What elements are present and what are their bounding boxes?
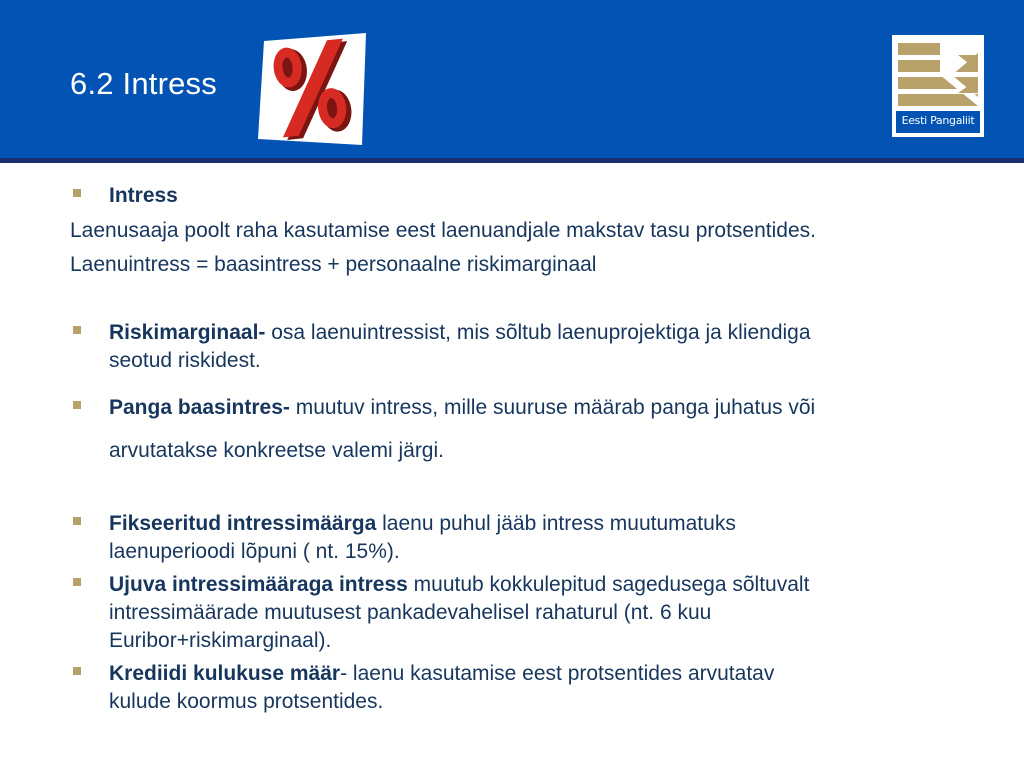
ujuva-line1: Ujuva intressimääraga intress muutub kokkulepitud sagedusega sõltuvalt bbox=[109, 573, 810, 596]
fikseeritud-line2: laenuperioodi lõpuni ( nt. 15%). bbox=[109, 540, 400, 563]
bullet-marker bbox=[73, 578, 81, 586]
krediidi-line2: kulude koormus protsentides. bbox=[109, 690, 384, 713]
krediidi-line1: Krediidi kulukuse määr- laenu kasutamise eest protsentides arvutatav bbox=[109, 662, 775, 685]
bullet-marker bbox=[73, 326, 81, 334]
intress-definition: Laenusaaja poolt raha kasutamise eest laenuandjale makstav tasu protsentides. bbox=[70, 219, 816, 242]
ujuva-line2: intressimäärade muutusest pankadevahelisel rahaturul (nt. 6 kuu bbox=[109, 601, 712, 624]
bullet-marker bbox=[73, 401, 81, 409]
fikseeritud-line1: Fikseeritud intressimäärga laenu puhul jääb intress muutumatuks bbox=[109, 512, 736, 535]
riskimarginaal-line2: seotud riskidest. bbox=[109, 349, 261, 372]
bullet-marker bbox=[73, 667, 81, 675]
slide-title: 6.2 Intress bbox=[70, 66, 217, 101]
intress-formula: Laenuintress = baasintress + personaalne riskimarginaal bbox=[70, 253, 597, 276]
logo-text: Eesti Pangaliit bbox=[901, 114, 975, 127]
panga-baasintres-line2: arvutatakse konkreetse valemi järgi. bbox=[109, 439, 444, 462]
riskimarginaal-line1: Riskimarginaal- osa laenuintressist, mis sõltub laenuprojektiga ja kliendiga bbox=[109, 321, 811, 344]
intress-heading: Intress bbox=[109, 184, 178, 207]
panga-baasintres-line1: Panga baasintres- muutuv intress, mille suuruse määrab panga juhatus või bbox=[109, 396, 816, 419]
bullet-marker bbox=[73, 517, 81, 525]
ujuva-line3: Euribor+riskimarginaal). bbox=[109, 629, 332, 652]
bullet-marker bbox=[73, 189, 81, 197]
